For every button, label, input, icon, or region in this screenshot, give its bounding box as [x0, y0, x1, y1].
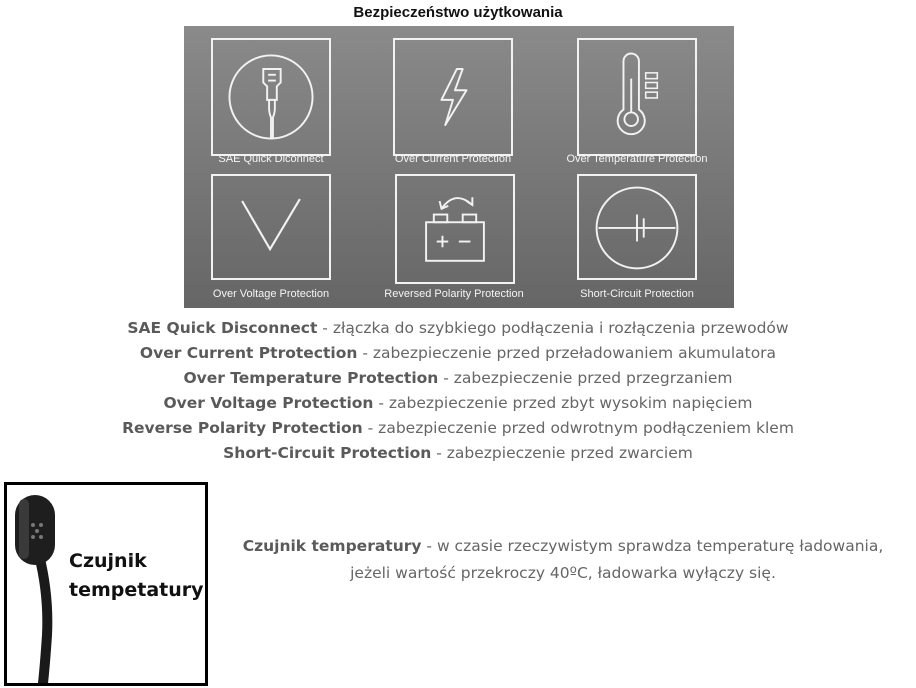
description-term: Reverse Polarity Protection: [122, 419, 363, 437]
description-term: Over Temperature Protection: [183, 369, 439, 387]
description-text: - zabezpieczenie przed przeładowaniem akumulatora: [357, 344, 777, 362]
description-text: - złączka do szybkiego podłączenia i rozłączenia przewodów: [317, 319, 789, 337]
feature-box-over-current: [393, 38, 513, 156]
short-circuit-icon: [579, 176, 695, 278]
battery-icon: [397, 176, 513, 282]
feature-box-over-temperature: [577, 38, 697, 156]
feature-box-sae: [211, 38, 331, 156]
features-description-list: [0, 316, 916, 466]
description-text: - zabezpieczenie przed zwarciem: [431, 444, 693, 462]
feature-box-over-voltage: [211, 174, 331, 280]
description-term: Short-Circuit Protection: [223, 444, 432, 462]
feature-label-reversed-polarity: Reversed Polarity Protection: [384, 288, 524, 300]
sensor-term: Czujnik temperatury: [242, 537, 422, 555]
description-term: SAE Quick Disconnect: [127, 319, 318, 337]
thermometer-icon: [579, 40, 695, 154]
feature-box-reversed-polarity: [395, 174, 515, 284]
lightning-icon: [395, 40, 511, 154]
description-text: - zabezpieczenie przed zbyt wysokim napięciem: [373, 394, 753, 412]
sensor-description: [220, 533, 906, 587]
description-text: - zabezpieczenie przed przegrzaniem: [438, 369, 733, 387]
feature-label-sae: SAE Quick Diconnect: [218, 153, 324, 165]
description-item: [0, 341, 916, 366]
description-item: [0, 416, 916, 441]
sensor-label: Czujnik tempetatury: [69, 550, 204, 601]
temperature-sensor-box: [4, 482, 208, 686]
feature-label-over-temperature: Over Temperature Protection: [566, 153, 708, 165]
page-title: Bezpieczeństwo użytkowania: [353, 4, 563, 21]
plug-icon: [213, 40, 329, 154]
description-term: Over Voltage Protection: [163, 394, 374, 412]
sensor-description-line1: Czujnik temperatury - w czasie rzeczywistym sprawdza temperaturę ładowania,: [242, 537, 884, 555]
description-item: [0, 366, 916, 391]
feature-box-short-circuit: [577, 174, 697, 280]
v-check-icon: [213, 176, 329, 278]
sensor-description-line2: jeżeli wartość przekroczy 40ºC, ładowarka wyłączy się.: [350, 564, 776, 582]
description-item: [0, 441, 916, 466]
description-item: [0, 316, 916, 341]
description-item: [0, 391, 916, 416]
description-text: - zabezpieczenie przed odwrotnym podłączeniem klem: [362, 419, 794, 437]
safety-features-panel: [184, 26, 734, 308]
description-term: Over Current Ptrotection: [139, 344, 358, 362]
feature-label-over-current: Over Current Protection: [394, 153, 512, 165]
feature-label-short-circuit: Short-Circuit Protection: [580, 288, 694, 300]
feature-label-over-voltage: Over Voltage Protection: [212, 288, 330, 300]
